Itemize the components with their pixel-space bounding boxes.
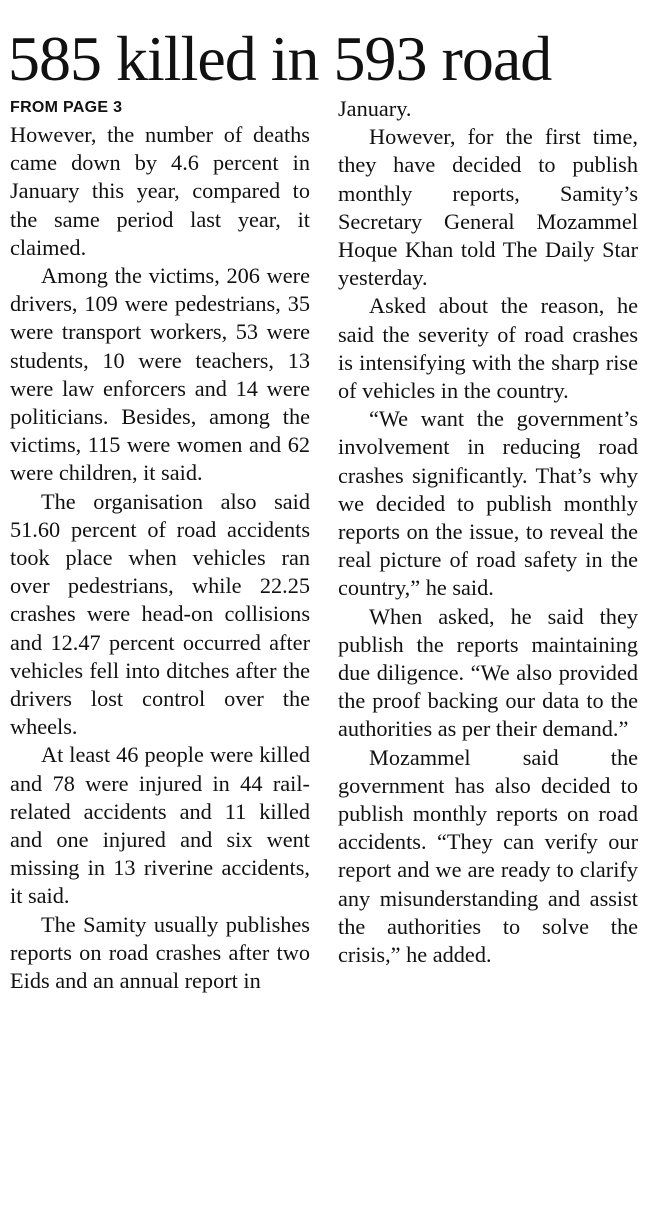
paragraph: Mozammel said the government has also decided to publish monthly reports on road accidents. “They can verify our report and we are ready to clarify any misunderstanding and assist the authorities to solve the crisis,” he added. <box>338 744 638 968</box>
headline: 585 killed in 593 road <box>8 23 552 94</box>
paragraph: At least 46 people were killed and 78 were injured in 44 rail-related accidents and 11 killed and one injured and six went missing in 13 riverine accidents, it said. <box>10 742 310 909</box>
paragraph: However, for the first time, they have decided to publish monthly reports, Samity’s Secretary General Mozammel Hoque Khan told The Daily Star yesterday. <box>338 124 638 291</box>
paragraph: “We want the government’s involvement in reducing road crashes significantly. That’s why we decided to publish monthly reports on the issue, to reveal the real picture of road safety in the country,” he said. <box>338 406 638 601</box>
paragraph: Among the victims, 206 were drivers, 109 were pedestrians, 35 were transport workers, 53 were students, 10 were teachers, 13 were law enforcers and 14 were politicians. Besides, among the victims, 115 were women and 62 were children, it said. <box>10 263 310 486</box>
column-right <box>338 95 638 969</box>
paragraph: However, the number of deaths came down by 4.6 percent in January this year, compared to the same period last year, it claimed. <box>10 122 310 260</box>
paragraph: The Samity usually publishes reports on road crashes after two Eids and an annual report in <box>10 911 310 994</box>
paragraph: When asked, he said they publish the reports maintaining due diligence. “We also provided the proof backing our data to the authorities as per their demand.” <box>338 603 638 742</box>
paragraph: The organisation also said 51.60 percent of road accidents took place when vehicles ran over pedestrians, while 22.25 crashes were head-on collisions and 12.47 percent occurred after vehicles fell into ditches after the drivers lost control over the wheels. <box>10 488 310 740</box>
paragraph: Asked about the reason, he said the severity of road crashes is intensifying with the sharp rise of vehicles in the country. <box>338 293 638 404</box>
column-left <box>10 95 310 995</box>
continued-from-label: FROM PAGE 3 <box>10 99 123 116</box>
paragraph: January. <box>338 96 412 121</box>
